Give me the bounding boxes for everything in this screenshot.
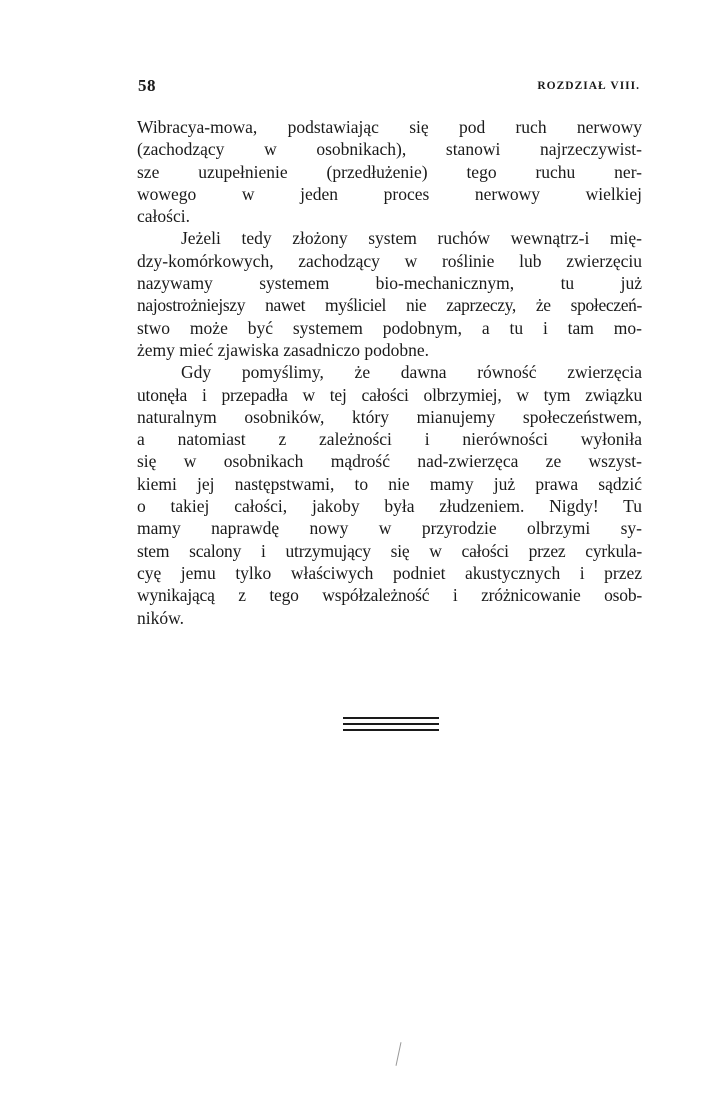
text-line: o takiej całości, jakoby była złudzeniem. Nigdy! Tu xyxy=(137,496,642,517)
text-line: kiemi jej następstwami, to nie mamy już prawa sądzić xyxy=(137,473,642,494)
text-line: dzy-komórkowych, zachodzący w roślinie lub zwierzęciu xyxy=(137,250,642,271)
running-head: ROZDZIAŁ VIII. xyxy=(537,80,640,92)
section-end-rule xyxy=(343,717,439,735)
text-line: najostrożniejszy nawet myśliciel nie zaprzeczy, że społeczeń- xyxy=(137,295,642,316)
rule-line xyxy=(343,729,439,731)
text-line: całości. xyxy=(137,206,190,227)
text-line: stem scalony i utrzymujący się w całości przez cyrkula- xyxy=(137,540,642,561)
body-text xyxy=(137,116,642,629)
text-line: cyę jemu tylko właściwych podniet akustycznych i przez xyxy=(137,562,642,583)
text-line: nazywamy systemem bio-mechanicznym, tu już xyxy=(137,273,642,294)
rule-line xyxy=(343,723,439,725)
text-line: żemy mieć zjawiska zasadniczo podobne. xyxy=(137,339,430,360)
paper-mark xyxy=(396,1042,402,1066)
text-line: Jeżeli tedy złożony system ruchów wewnątrz-i mię- xyxy=(181,228,642,249)
text-line: się w osobnikach mądrość nad-zwierzęca ze wszyst- xyxy=(137,451,642,472)
text-line: wynikającą z tego współzależność i zróżnicowanie osob- xyxy=(137,585,642,606)
text-line: naturalnym osobników, który mianujemy społeczeństwem, xyxy=(137,406,642,427)
page-number: 58 xyxy=(138,76,156,95)
text-line: (zachodzący w osobnikach), stanowi najrzeczywist- xyxy=(137,139,642,160)
rule-line xyxy=(343,717,439,719)
text-line: Wibracya-mowa, podstawiając się pod ruch nerwowy xyxy=(137,117,642,137)
text-line: utonęła i przepadła w tej całości olbrzymiej, w tym związku xyxy=(137,384,642,405)
text-line: a natomiast z zależności i nierówności wyłoniła xyxy=(137,429,642,450)
text-line: mamy naprawdę nowy w przyrodzie olbrzymi sy- xyxy=(137,518,642,539)
text-line: Gdy pomyślimy, że dawna równość zwierzęcia xyxy=(181,362,642,383)
text-line: stwo może być systemem podobnym, a tu i tam mo- xyxy=(137,317,642,338)
text-line: wowego w jeden proces nerwowy wielkiej xyxy=(137,183,642,204)
text-line: ników. xyxy=(137,607,184,628)
text-line: sze uzupełnienie (przedłużenie) tego ruchu ner- xyxy=(137,161,642,182)
